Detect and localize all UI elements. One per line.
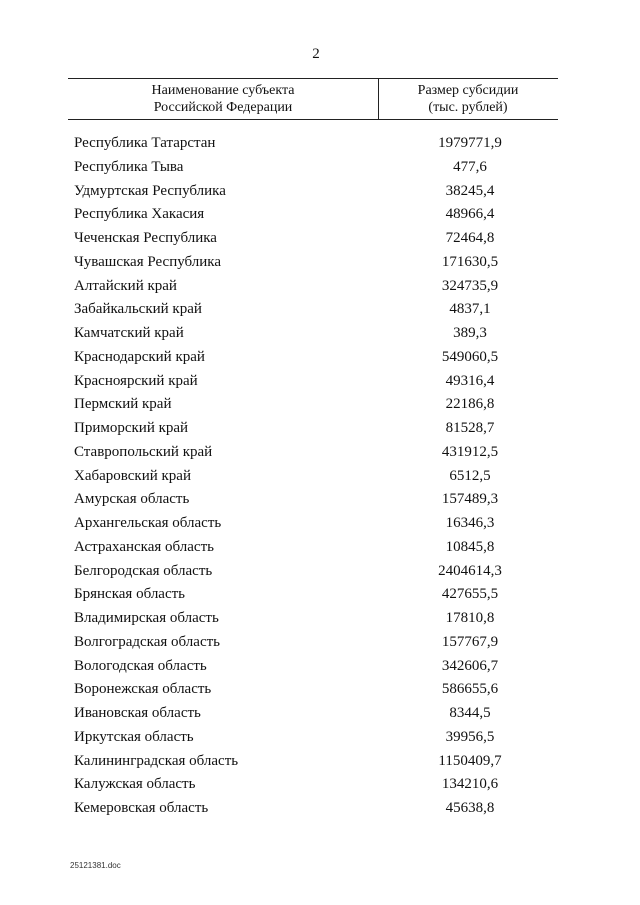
table-row [0,465,640,489]
subsidy-amount: 49316,4 [445,372,495,389]
table-header-bottom-rule [68,119,558,120]
subsidy-amount: 48966,4 [445,206,495,223]
column-header-subject-line2: Российской Федерации [153,100,293,115]
table-row [0,346,640,370]
subject-name: Приморский край [74,420,189,436]
table-row [0,797,640,821]
subsidy-amount: 72464,8 [445,230,495,246]
column-header-subject [70,82,376,116]
subject-name: Алтайский край [74,277,177,294]
table-row [0,488,640,512]
table-row [0,156,640,180]
subsidy-amount: 389,3 [453,325,487,341]
table-row [0,773,640,797]
subject-name: Калининградская область [74,752,239,769]
subsidy-amount: 171630,5 [441,253,499,270]
subsidy-amount: 134210,6 [441,776,499,793]
subsidy-amount: 45638,8 [445,800,495,816]
page-number: 2 [312,46,320,62]
subsidy-amount: 477,6 [453,158,487,175]
subject-name: Удмуртская Республика [74,182,226,199]
subject-name: Ставропольский край [74,443,213,460]
subject-name: Волгоградская область [74,633,220,650]
table-row [0,726,640,750]
subsidy-amount: 1979771,9 [438,135,502,151]
subsidy-amount: 1150409,7 [438,752,502,769]
subsidy-amount: 16346,3 [445,515,495,531]
subsidy-amount: 427655,5 [441,586,499,603]
subject-name: Иркутская область [74,728,194,745]
subject-name: Астраханская область [74,538,214,555]
subsidy-amount: 38245,4 [445,182,495,199]
table-row [0,536,640,560]
subject-name: Республика Тыва [74,158,184,175]
subsidy-amount: 549060,5 [441,348,499,365]
subsidy-amount: 8344,5 [449,705,491,721]
column-header-amount [380,82,556,116]
subject-name: Камчатский край [74,325,184,341]
subject-name: Амурская область [74,491,190,508]
subsidy-amount: 586655,6 [441,681,499,698]
column-header-amount-line2: (тыс. рублей) [428,100,508,115]
subject-name: Красноярский край [74,372,198,389]
subsidy-amount: 6512,5 [449,467,491,484]
subsidy-table-body [0,132,640,821]
table-row [0,655,640,679]
subsidy-amount: 10845,8 [445,538,495,555]
subject-name: Республика Хакасия [74,206,205,223]
subsidy-amount: 17810,8 [445,610,495,626]
column-header-amount-line1: Размер субсидии [417,83,519,98]
subject-name: Архангельская область [74,515,222,531]
subsidy-amount: 4837,1 [449,301,491,318]
table-row [0,750,640,774]
table-row [0,251,640,275]
table-row [0,275,640,299]
table-row [0,298,640,322]
subject-name: Воронежская область [74,681,212,698]
table-row [0,203,640,227]
subject-name: Республика Татарстан [74,135,216,151]
table-row [0,370,640,394]
table-row [0,227,640,251]
table-row [0,702,640,726]
subsidy-amount: 81528,7 [445,420,495,436]
subject-name: Забайкальский край [74,301,202,318]
subject-name: Кемеровская область [74,800,209,816]
table-row [0,322,640,346]
table-header-top-rule [68,78,558,79]
subject-name: Владимирская область [74,610,219,626]
subject-name: Чувашская Республика [74,253,222,270]
table-row [0,180,640,204]
subsidy-amount: 2404614,3 [438,562,502,579]
subject-name: Краснодарский край [74,348,205,365]
subject-name: Чеченская Республика [74,230,217,246]
table-row [0,631,640,655]
table-header-column-divider [378,79,379,119]
table-row [0,512,640,536]
subject-name: Ивановская область [74,705,201,721]
subject-name: Калужская область [74,776,196,793]
subsidy-amount: 157767,9 [441,633,499,650]
footer-file-name: 25121381.doc [70,861,121,870]
table-row [0,560,640,584]
subsidy-amount: 342606,7 [441,657,499,674]
subject-name: Белгородская область [74,562,213,579]
subsidy-amount: 39956,5 [445,728,495,745]
subsidy-amount: 22186,8 [445,396,495,413]
subsidy-amount: 431912,5 [441,443,499,460]
subject-name: Пермский край [74,396,172,413]
subject-name: Хабаровский край [74,467,191,484]
table-row [0,583,640,607]
subsidy-amount: 157489,3 [441,491,499,508]
table-row [0,417,640,441]
table-row [0,607,640,631]
table-row [0,441,640,465]
column-header-subject-line1: Наименование субъекта [151,83,295,98]
subject-name: Вологодская область [74,657,207,674]
table-row [0,132,640,156]
subject-name: Брянская область [74,586,186,603]
table-row [0,678,640,702]
table-row [0,393,640,417]
subsidy-amount: 324735,9 [441,277,499,294]
